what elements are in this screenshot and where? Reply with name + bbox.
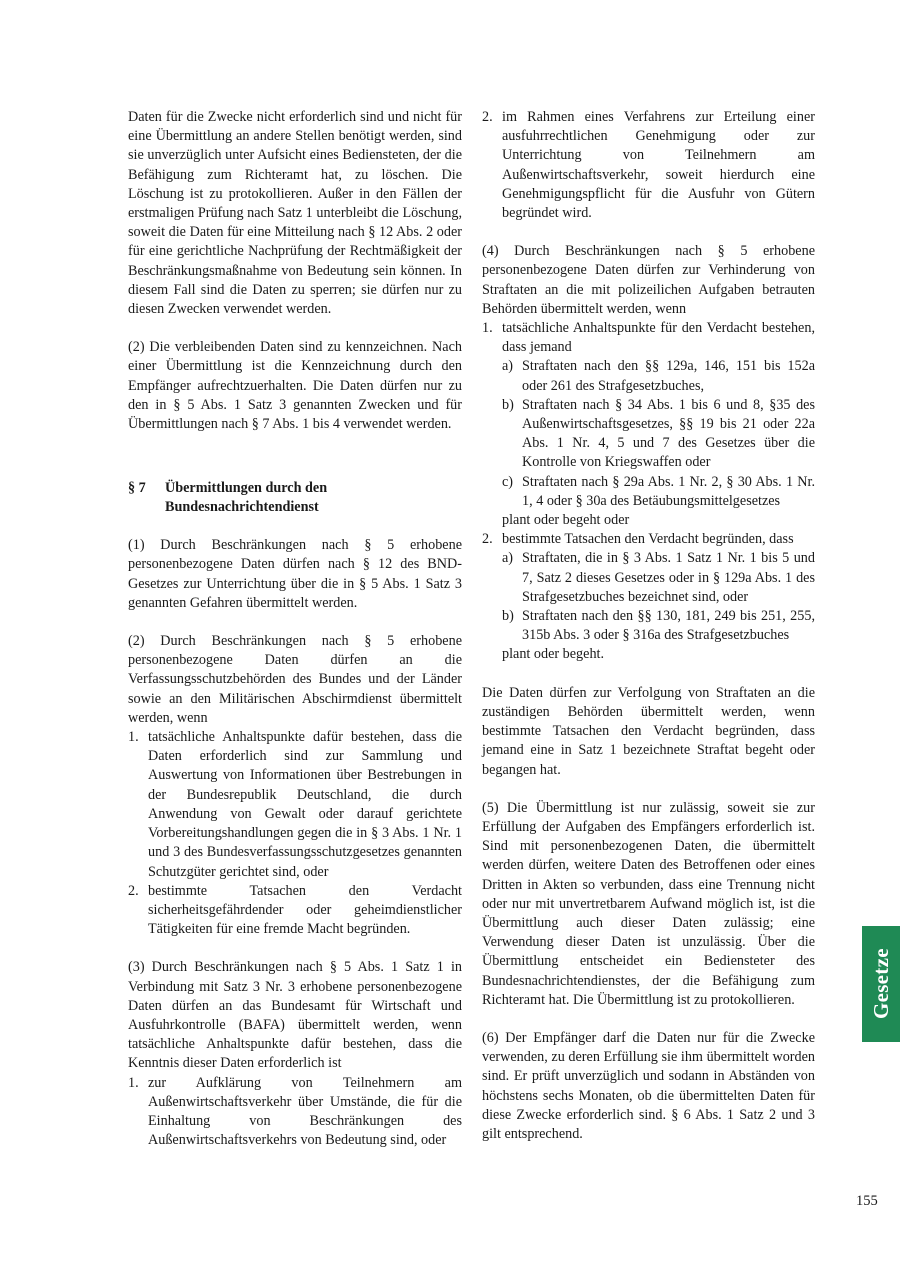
sub-list-item (502, 473, 815, 511)
sub-list-text: Straftaten nach den §§ 129a, 146, 151 bis 152a oder 261 des Strafgesetzbuches, (522, 358, 815, 394)
sub-list-text: Straftaten nach § 34 Abs. 1 bis 6 und 8, §35 des Außenwirtschaftsgesetzes, §§ 19 bis 21 oder 22a Abs. 1 Nr. 4, 5 und 7 des Gesetzes über die Kontrolle von Kriegswaffen oder (522, 396, 815, 471)
sub-list-letter: b) (502, 608, 514, 625)
sub-list-letter: b) (502, 396, 514, 413)
sub-list-item (502, 396, 815, 473)
list-tail: plant oder begeht oder (502, 512, 630, 529)
list-number: 2. (482, 531, 493, 548)
list-item (128, 882, 462, 940)
list-tail: plant oder begeht. (502, 646, 605, 663)
sub-list-text: Straftaten nach den §§ 130, 181, 249 bis 251, 255, 315b Abs. 3 oder § 316a des Strafgesetzbuches (522, 608, 815, 644)
section-tab (862, 926, 900, 1042)
list-number: 1. (128, 729, 139, 746)
sub-list-letter: c) (502, 473, 514, 490)
subsection-2: (2) Durch Beschränkungen nach § 5 erhobene personenbezogene Daten dürfen an die Verfassungsschutzbehörden des Bundes und der Länder sowie an den Militärischen Abschirmdienst übermittelt werden, wenn (128, 633, 462, 726)
list-item (128, 1074, 462, 1151)
right-column (482, 108, 815, 1144)
subsection-5: (5) Die Übermittlung ist nur zulässig, soweit sie zur Erfüllung der Aufgaben des Empfängers erforderlich ist. Sind mit personenbezogenen Daten, die übermittelt werden dürfen, weitere Daten des Betroffenen oder eines Dritten in Akten so verbunden, dass eine Trennung nicht oder nur mit unvertretbarem Aufwand möglich ist, ist die Übermittlung auch dieser Daten zulässig; eine Verwendung dieser Daten ist unzulässig. Über die Übermittlung entscheidet ein Bediensteter des Bundesnachrichtendienstes, der die Befähigung zum Richteramt hat. Die Übermittlung ist zu protokollieren. (482, 799, 815, 1008)
list-item (482, 530, 815, 549)
list-number: 1. (482, 320, 493, 337)
section-number: § 7 (128, 480, 146, 497)
subsection-4-continuation: Die Daten dürfen zur Verfolgung von Straftaten an die zuständigen Behörden übermittelt werden, wenn bestimmte Tatsachen den Verdacht begründen, dass jemand eine in Satz 1 bezeichnete Straftat begeht oder begangen hat. (482, 684, 815, 778)
list-text: bestimmte Tatsachen den Verdacht begründen, dass (502, 531, 794, 548)
list-number: 2. (482, 109, 493, 125)
subsection-6: (6) Der Empfänger darf die Daten nur für die Zwecke verwenden, zu deren Erfüllung sie ihm übermittelt worden sind. Er prüft unverzüglich und sodann in Abständen von höchstens sechs Monaten, ob die übermittelten Daten für diese Zwecke erforderlich sind. § 6 Abs. 1 Satz 2 und 3 gilt entsprechend. (482, 1029, 815, 1142)
list-text: tatsächliche Anhaltspunkte für den Verdacht bestehen, dass jemand (502, 320, 815, 356)
section-heading (128, 479, 462, 517)
paragraph-2: (2) Die verbleibenden Daten sind zu kennzeichnen. Nach einer Übermittlung ist die Kennzeichnung durch den Empfänger aufrechtzuerhalten. Die Daten dürfen nur zu den in § 5 Abs. 1 Satz 3 genannten Zwecken und für Übermittlungen nach § 7 Abs. 1 bis 4 verwendet werden. (128, 339, 462, 433)
sub-list-letter: a) (502, 550, 514, 567)
sub-list-letter: a) (502, 358, 514, 375)
list-text: im Rahmen eines Verfahrens zur Erteilung einer ausfuhrrechtlichen Genehmigung oder zur Unterrichtung von Teilnehmern am Außenwirtschaftsverkehr, soweit hierdurch eine Genehmigungspflicht für die Ausfuhr von Gütern begründet wird. (502, 109, 815, 222)
page-number: 155 (856, 1193, 878, 1209)
sub-list-text: Straftaten nach § 29a Abs. 1 Nr. 2, § 30 Abs. 1 Nr. 1, 4 oder § 30a des Betäubungsmittelgesetzes (522, 473, 815, 509)
section-tab-label: Gesetze (868, 948, 893, 1020)
left-column (128, 108, 462, 1150)
section-title: Übermittlungen durch den Bundesnachrichtendienst (165, 480, 328, 516)
sub-list-text: Straftaten, die in § 3 Abs. 1 Satz 1 Nr. 1 bis 5 und 7, Satz 2 dieses Gesetzes oder in § 129a Abs. 1 des Strafgesetzbuches bezeichnet sind, oder (522, 550, 815, 605)
list-item (482, 108, 815, 223)
subsection-3: (3) Durch Beschränkungen nach § 5 Abs. 1 Satz 1 in Verbindung mit Satz 3 Nr. 3 erhobene personenbezogene Daten dürfen an das Bundesamt für Wirtschaft und Ausfuhrkontrolle (BAFA) übermittelt werden, wenn tatsächliche Anhaltspunkte dafür bestehen, dass die Kenntnis dieser Daten erforderlich ist (128, 959, 462, 1072)
subsection-1: (1) Durch Beschränkungen nach § 5 erhobene personenbezogene Daten dürfen nach § 12 des BND-Gesetzes zur Unterrichtung über die in § 5 Abs. 1 Satz 3 genannten Gefahren übermittelt werden. (128, 537, 462, 611)
sub-list-item (502, 357, 815, 395)
list-number: 2. (128, 882, 139, 899)
list-text: zur Aufklärung von Teilnehmern am Außenwirtschaftsverkehr über Umstände, die für die Einhaltung von Beschränkungen des Außenwirtschaftsverkehrs von Bedeutung sind, oder (148, 1074, 462, 1149)
subsection-4: (4) Durch Beschränkungen nach § 5 erhobene personenbezogene Daten dürfen zur Verhinderung von Straftaten an die mit polizeilichen Aufgaben betrauten Behörden übermittelt werden, wenn (482, 243, 815, 317)
paragraph-continuation: Daten für die Zwecke nicht erforderlich sind und nicht für eine Übermittlung an andere Stellen benötigt werden, sind sie unverzüglich unter Aufsicht eines Bediensteten, der die Befähigung zum Richteramt hat, zu löschen. Die Löschung ist zu protokollieren. Außer in den Fällen der erstmaligen Prüfung nach Satz 1 unterbleibt die Löschung, soweit die Daten für eine Mitteilung nach § 12 Abs. 2 oder für eine gerichtliche Nachprüfung der Rechtmäßigkeit der Beschränkungsmaßnahme von Bedeutung sein können. In diesem Fall sind die Daten zu sperren; sie dürfen nur zu diesen Zwecken verwendet werden. (128, 109, 462, 318)
list-text: bestimmte Tatsachen den Verdacht sicherheitsgefährdender oder geheimdienstlicher Tätigkeiten für eine fremde Macht begründen. (148, 882, 462, 938)
sub-list-item (502, 549, 815, 607)
list-text: tatsächliche Anhaltspunkte dafür bestehen, dass die Daten erforderlich sind zur Sammlung und Auswertung von Informationen über Bestrebungen in der Bundesrepublik Deutschland, die durch Anwendung von Gewalt oder darauf gerichtete Vorbereitungshandlungen gegen die in § 3 Abs. 1 Nr. 1 und 3 des Bundesverfassungsschutzgesetzes genannten Schutzgüter gerichtet sind, oder (148, 729, 462, 880)
sub-list-item (502, 607, 815, 645)
list-item (482, 319, 815, 357)
list-number: 1. (128, 1074, 139, 1091)
list-item (128, 728, 462, 882)
